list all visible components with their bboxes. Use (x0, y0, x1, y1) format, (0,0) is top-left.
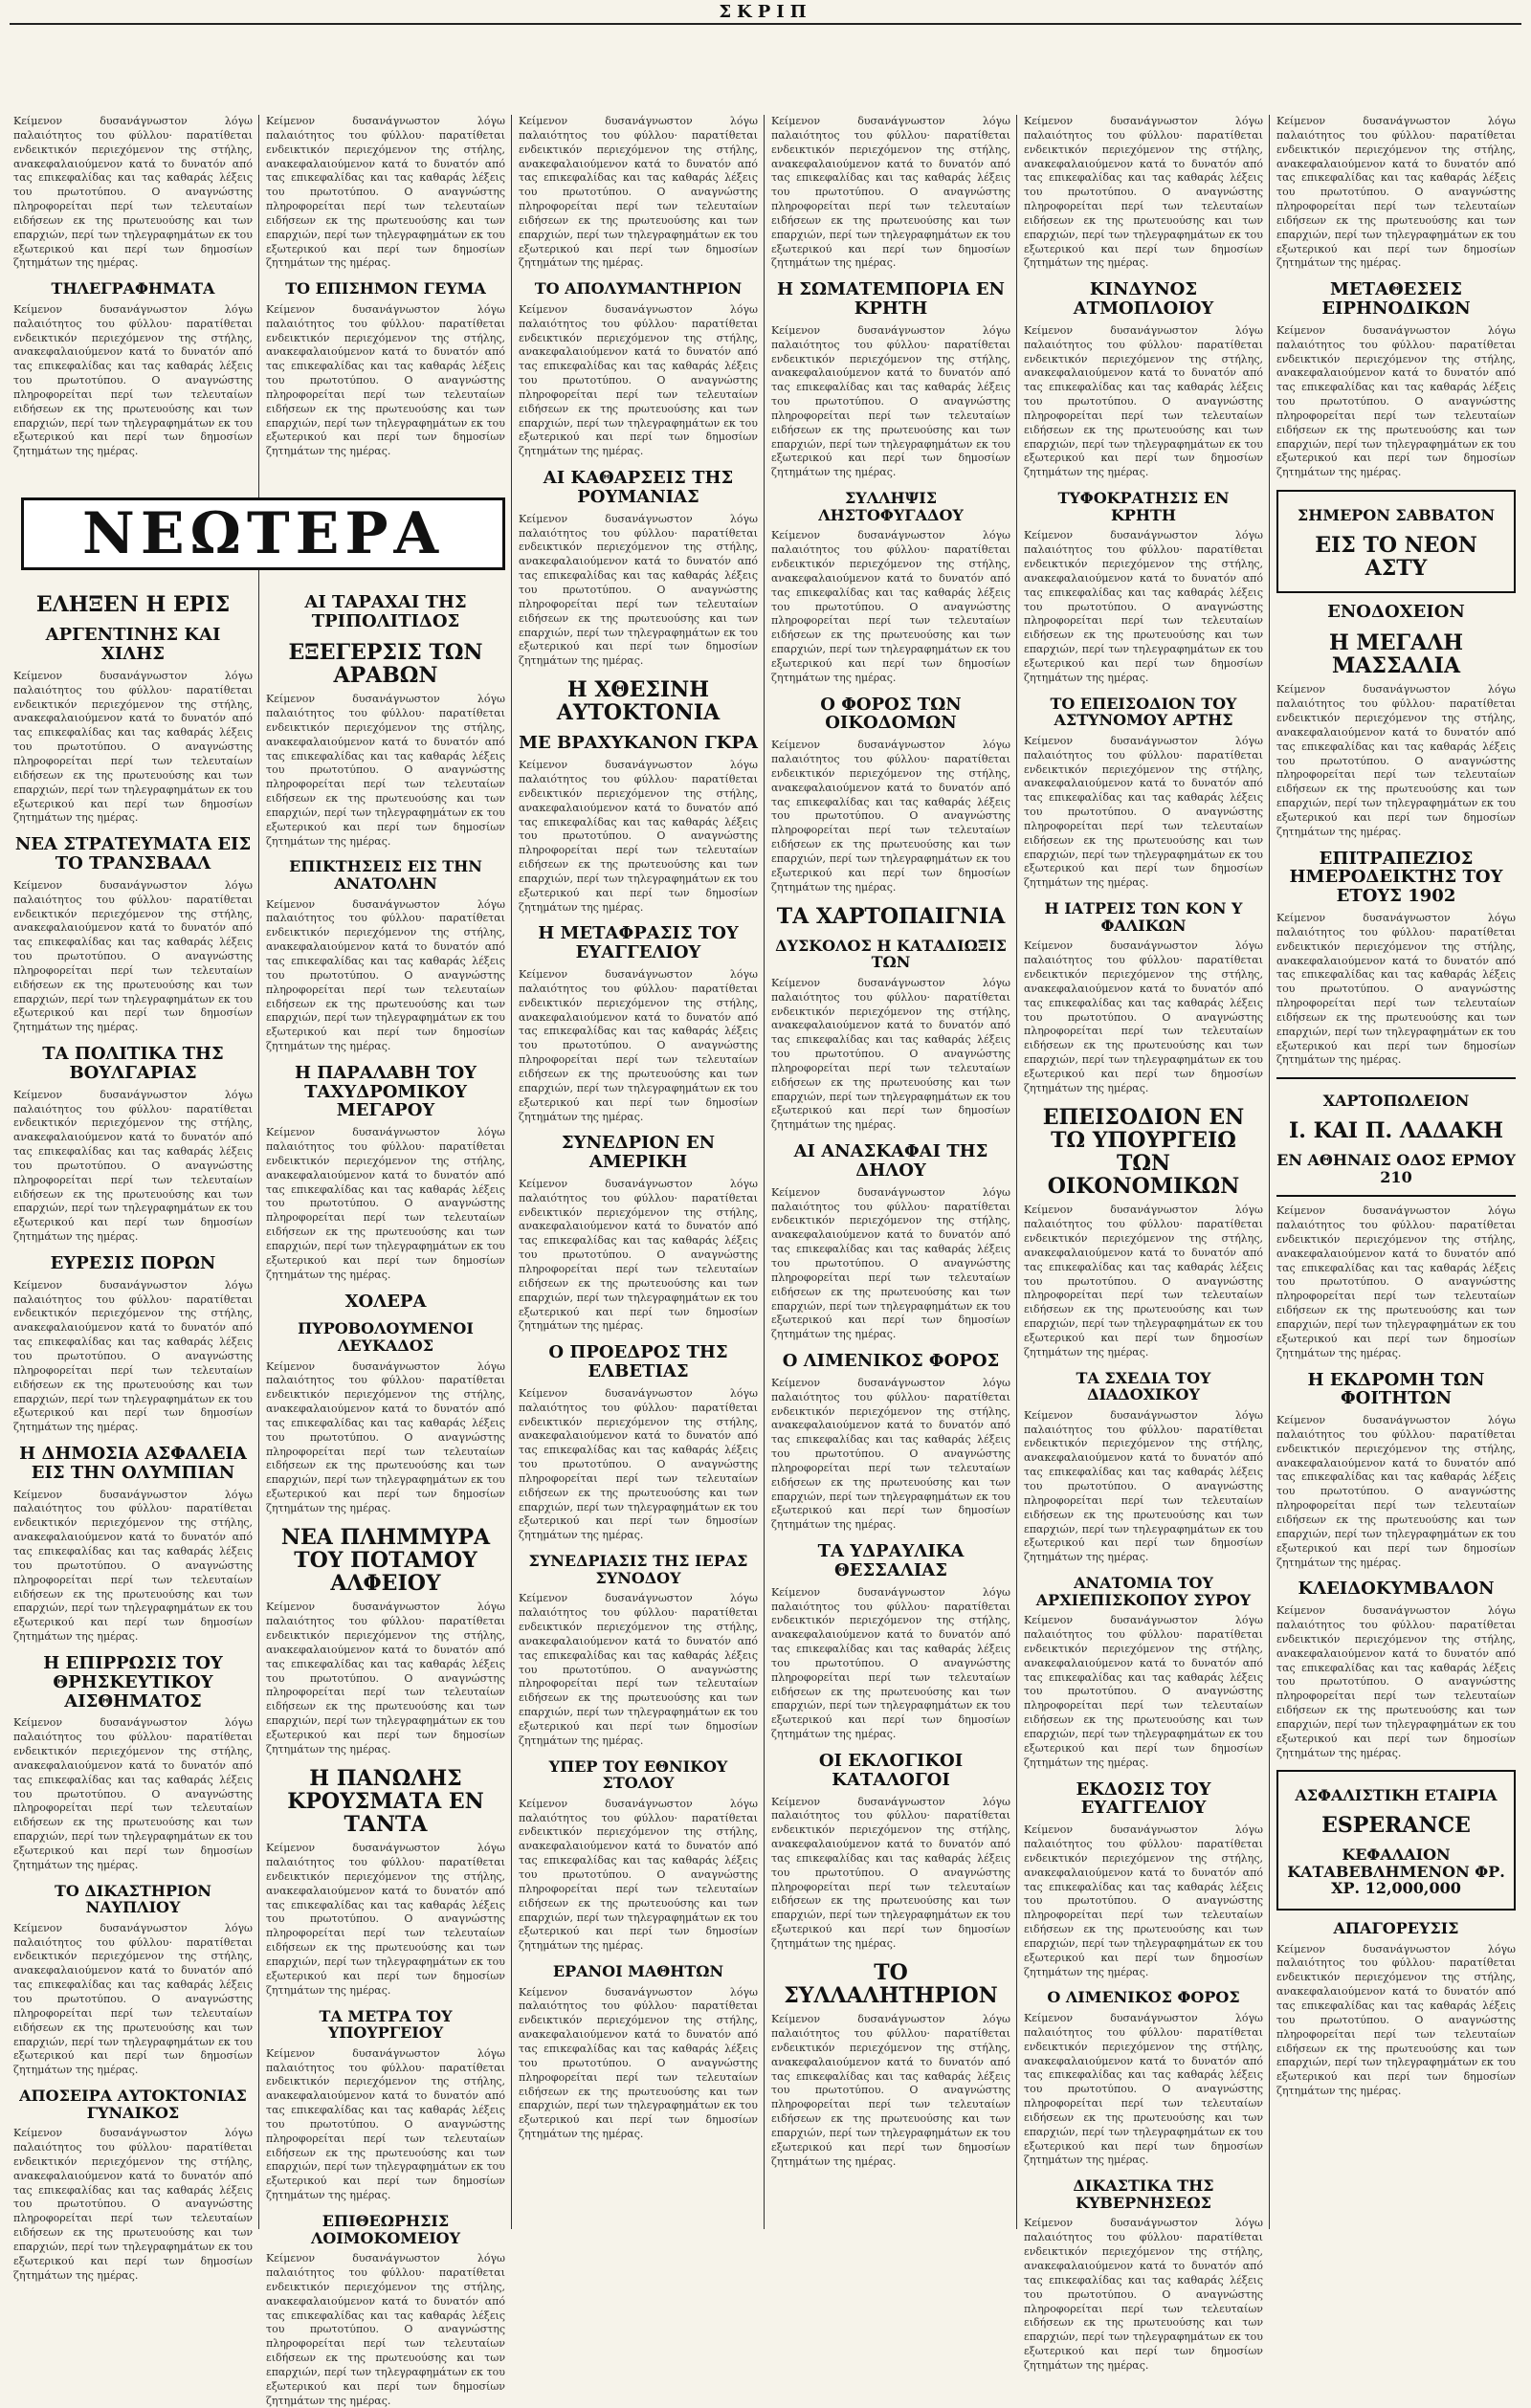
column-rule (258, 115, 259, 2229)
headline: ΕΛΗΞΕΝ Η ΕΡΙΣ (35, 592, 231, 618)
headline: ΜΕΤΑΘΕΣΕΙΣ ΕΙΡΗΝΟΔΙΚΩΝ (1321, 279, 1471, 320)
column-text: Κείμενον δυσανάγνωστον λόγω παλαιότητος του φύλλου· παρατίθεται ενδεικτικόν περιεχόμενον της στήλης, ανακεφαλαιούμενον κατά το δυνατόν από τας επικεφαλίδας και τας καθαράς λέξεις του πρωτοτύπου. Ο αναγνώστης πληροφορείται περί των τελευταίων ειδήσεων εκ της πρωτευούσης και των επαρχιών, περί των τηλεγραφημάτων εκ του εξωτερικού και περί των δημοσίων ζητημάτων της ημέρας. (519, 759, 758, 914)
column-text: Κείμενον δυσανάγνωστον λόγω παλαιότητος του φύλλου· παρατίθεται ενδεικτικόν περιεχόμενον της στήλης, ανακεφαλαιούμενον κατά το δυνατόν από τας επικεφαλίδας και τας καθαράς λέξεις του πρωτοτύπου. Ο αναγνώστης πληροφορείται περί των τελευταίων ειδήσεων εκ της πρωτευούσης και των επαρχιών, περί των τηλεγραφημάτων εκ του εξωτερικού και περί των δημοσίων ζητημάτων της ημέρας. (1276, 1942, 1516, 2098)
headline: ΔΥΣΚΟΛΟΣ Η ΚΑΤΑΔΙΩΞΙΣ ΤΩΝ (775, 936, 1007, 972)
column-text: Κείμενον δυσανάγνωστον λόγω παλαιότητος του φύλλου· παρατίθεται ενδεικτικόν περιεχόμενον της στήλης, ανακεφαλαιούμενον κατά το δυνατόν από τας επικεφαλίδας και τας καθαράς λέξεις του πρωτοτύπου. Ο αναγνώστης πληροφορείται περί των τελευταίων ειδήσεων εκ της πρωτευούσης και των επαρχιών, περί των τηλεγραφημάτων εκ του εξωτερικού και περί των δημοσίων ζητημάτων της ημέρας. (1024, 2012, 1263, 2167)
headline: ΑΣΦΑΛΙΣΤΙΚΗ ΕΤΑΙΡΙΑ (1295, 1786, 1498, 1805)
column-text: Κείμενον δυσανάγνωστον λόγω παλαιότητος του φύλλου· παρατίθεται ενδεικτικόν περιεχόμενον της στήλης, ανακεφαλαιούμενον κατά το δυνατόν από τας επικεφαλίδας και τας καθαράς λέξεις του πρωτοτύπου. Ο αναγνώστης πληροφορείται περί των τελευταίων ειδήσεων εκ της πρωτευούσης και των επαρχιών, περί των τηλεγραφημάτων εκ του εξωτερικού και περί των δημοσίων ζητημάτων της ημέρας. (519, 1797, 758, 1953)
headline: ΤΟ ΔΙΚΑΣΤΗΡΙΟΝ ΝΑΥΠΛΙΟΥ (54, 1881, 212, 1917)
column-text: Κείμενον δυσανάγνωστον λόγω παλαιότητος του φύλλου· παρατίθεται ενδεικτικόν περιεχόμενον της στήλης, ανακεφαλαιούμενον κατά το δυνατόν από τας επικεφαλίδας και τας καθαράς λέξεις του πρωτοτύπου. Ο αναγνώστης πληροφορείται περί των τελευταίων ειδήσεων εκ της πρωτευούσης και των επαρχιών, περί των τηλεγραφημάτων εκ του εξωτερικού και περί των δημοσίων ζητημάτων της ημέρας. (13, 1488, 253, 1644)
headline: ΕΞΕΓΕΡΣΙΣ ΤΩΝ ΑΡΑΒΩΝ (288, 639, 483, 688)
headline: ΚΛΕΙΔΟΚΥΜΒΑΛΟΝ (1298, 1579, 1495, 1600)
column-text: Κείμενον δυσανάγνωστον λόγω παλαιότητος του φύλλου· παρατίθεται ενδεικτικόν περιεχόμενον της στήλης, ανακεφαλαιούμενον κατά το δυνατόν από τας επικεφαλίδας και τας καθαράς λέξεις του πρωτοτύπου. Ο αναγνώστης πληροφορείται περί των τελευταίων ειδήσεων εκ της πρωτευούσης και των επαρχιών, περί των τηλεγραφημάτων εκ του εξωτερικού και περί των δημοσίων ζητημάτων της ημέρας. (519, 1177, 758, 1333)
column-text: Κείμενον δυσανάγνωστον λόγω παλαιότητος του φύλλου· παρατίθεται ενδεικτικόν περιεχόμενον της στήλης, ανακεφαλαιούμενον κατά το δυνατόν από τας επικεφαλίδας και τας καθαράς λέξεις του πρωτοτύπου. Ο αναγνώστης πληροφορείται περί των τελευταίων ειδήσεων εκ της πρωτευούσης και των επαρχιών, περί των τηλεγραφημάτων εκ του εξωτερικού και περί των δημοσίων ζητημάτων της ημέρας. (13, 2127, 253, 2282)
column-text: Κείμενον δυσανάγνωστον λόγω παλαιότητος του φύλλου· παρατίθεται ενδεικτικόν περιεχόμενον της στήλης, ανακεφαλαιούμενον κατά το δυνατόν από τας επικεφαλίδας και τας καθαράς λέξεις του πρωτοτύπου. Ο αναγνώστης πληροφορείται περί των τελευταίων ειδήσεων εκ της πρωτευούσης και των επαρχιών, περί των τηλεγραφημάτων εκ του εξωτερικού και περί των δημοσίων ζητημάτων της ημέρας. (771, 529, 1010, 684)
column-text: Κείμενον δυσανάγνωστον λόγω παλαιότητος του φύλλου· παρατίθεται ενδεικτικόν περιεχόμενον της στήλης, ανακεφαλαιούμενον κατά το δυνατόν από τας επικεφαλίδας και τας καθαράς λέξεις του πρωτοτύπου. Ο αναγνώστης πληροφορείται περί των τελευταίων ειδήσεων εκ της πρωτευούσης και των επαρχιών, περί των τηλεγραφημάτων εκ του εξωτερικού και περί των δημοσίων ζητημάτων της ημέρας. (266, 1601, 505, 1756)
column-4 (771, 115, 1010, 2229)
column-text: Κείμενον δυσανάγνωστον λόγω παλαιότητος του φύλλου· παρατίθεται ενδεικτικόν περιεχόμενον της στήλης, ανακεφαλαιούμενον κατά το δυνατόν από τας επικεφαλίδας και τας καθαράς λέξεις του πρωτοτύπου. Ο αναγνώστης πληροφορείται περί των τελευταίων ειδήσεων εκ της πρωτευούσης και των επαρχιών, περί των τηλεγραφημάτων εκ του εξωτερικού και περί των δημοσίων ζητημάτων της ημέρας. (1276, 115, 1516, 270)
headline: ΕΠΕΙΣΟΔΙΟΝ ΕΝ ΤΩ ΥΠΟΥΡΓΕΙΩ ΤΩΝ ΟΙΚΟΝΟΜΙΚΩΝ (1042, 1104, 1245, 1200)
column-text: Κείμενον δυσανάγνωστον λόγω παλαιότητος του φύλλου· παρατίθεται ενδεικτικόν περιεχόμενον της στήλης, ανακεφαλαιούμενον κατά το δυνατόν από τας επικεφαλίδας και τας καθαράς λέξεις του πρωτοτύπου. Ο αναγνώστης πληροφορείται περί των τελευταίων ειδήσεων εκ της πρωτευούσης και των επαρχιών, περί των τηλεγραφημάτων εκ του εξωτερικού και περί των δημοσίων ζητημάτων της ημέρας. (266, 897, 505, 1053)
column-text: Κείμενον δυσανάγνωστον λόγω παλαιότητος του φύλλου· παρατίθεται ενδεικτικόν περιεχόμενον της στήλης, ανακεφαλαιούμενον κατά το δυνατόν από τας επικεφαλίδας και τας καθαράς λέξεις του πρωτοτύπου. Ο αναγνώστης πληροφορείται περί των τελευταίων ειδήσεων εκ της πρωτευούσης και των επαρχιών, περί των τηλεγραφημάτων εκ του εξωτερικού και περί των δημοσίων ζητημάτων της ημέρας. (1024, 529, 1263, 684)
column-text: Κείμενον δυσανάγνωστον λόγω παλαιότητος του φύλλου· παρατίθεται ενδεικτικόν περιεχόμενον της στήλης, ανακεφαλαιούμενον κατά το δυνατόν από τας επικεφαλίδας και τας καθαράς λέξεις του πρωτοτύπου. Ο αναγνώστης πληροφορείται περί των τελευταίων ειδήσεων εκ της πρωτευούσης και των επαρχιών, περί των τηλεγραφημάτων εκ του εξωτερικού και περί των δημοσίων ζητημάτων της ημέρας. (771, 1585, 1010, 1741)
masthead-title: ΣΚΡΙΠ (719, 1, 812, 22)
headline: Η ΕΠΙΡΡΩΣΙΣ ΤΟΥ ΘΡΗΣΚΕΥΤΙΚΟΥ ΑΙΣΘΗΜΑΤΟΣ (43, 1652, 223, 1712)
column-text: Κείμενον δυσανάγνωστον λόγω παλαιότητος του φύλλου· παρατίθεται ενδεικτικόν περιεχόμενον της στήλης, ανακεφαλαιούμενον κατά το δυνατόν από τας επικεφαλίδας και τας καθαράς λέξεις του πρωτοτύπου. Ο αναγνώστης πληροφορείται περί των τελευταίων ειδήσεων εκ της πρωτευούσης και των επαρχιών, περί των τηλεγραφημάτων εκ του εξωτερικού και περί των δημοσίων ζητημάτων της ημέρας. (1024, 115, 1263, 270)
boxed-notice (1276, 490, 1516, 593)
headline: ΤΑ ΥΔΡΑΥΛΙΚΑ ΘΕΣΣΑΛΙΑΣ (817, 1541, 965, 1580)
headline: Ι. ΚΑΙ Π. ΛΑΔΑΚΗ (1288, 1117, 1504, 1143)
headline: Η ΜΕΓΑΛΗ ΜΑΣΣΑΛΙΑ (1328, 630, 1464, 679)
column-text: Κείμενον δυσανάγνωστον λόγω παλαιότητος του φύλλου· παρατίθεται ενδεικτικόν περιεχόμενον της στήλης, ανακεφαλαιούμενον κατά το δυνατόν από τας επικεφαλίδας και τας καθαράς λέξεις του πρωτοτύπου. Ο αναγνώστης πληροφορείται περί των τελευταίων ειδήσεων εκ της πρωτευούσης και των επαρχιών, περί των τηλεγραφημάτων εκ του εξωτερικού και περί των δημοσίων ζητημάτων της ημέρας. (1276, 323, 1516, 479)
column-text: Κείμενον δυσανάγνωστον λόγω παλαιότητος του φύλλου· παρατίθεται ενδεικτικόν περιεχόμενον της στήλης, ανακεφαλαιούμενον κατά το δυνατόν από τας επικεφαλίδας και τας καθαράς λέξεις του πρωτοτύπου. Ο αναγνώστης πληροφορείται περί των τελευταίων ειδήσεων εκ της πρωτευούσης και των επαρχιών, περί των τηλεγραφημάτων εκ του εξωτερικού και περί των δημοσίων ζητημάτων της ημέρας. (1024, 734, 1263, 890)
headline: ΑΠΑΓΟΡΕΥΣΙΣ (1333, 1919, 1459, 1938)
headline: ΑΙ ΑΝΑΣΚΑΦΑΙ ΤΗΣ ΔΗΛΟΥ (793, 1141, 988, 1181)
column-3 (519, 115, 758, 2229)
column-2 (266, 115, 505, 2407)
headline: ΠΥΡΟΒΟΛΟΥΜΕΝΟΙ ΛΕΥΚΑΔΟΣ (298, 1319, 474, 1355)
headline: ΑΙ ΚΑΘΑΡΣΕΙΣ ΤΗΣ ΡΟΥΜΑΝΙΑΣ (543, 468, 734, 507)
column-text: Κείμενον δυσανάγνωστον λόγω παλαιότητος του φύλλου· παρατίθεται ενδεικτικόν περιεχόμενον της στήλης, ανακεφαλαιούμενον κατά το δυνατόν από τας επικεφαλίδας και τας καθαράς λέξεις του πρωτοτύπου. Ο αναγνώστης πληροφορείται περί των τελευταίων ειδήσεων εκ της πρωτευούσης και των επαρχιών, περί των τηλεγραφημάτων εκ του εξωτερικού και περί των δημοσίων ζητημάτων της ημέρας. (1276, 683, 1516, 838)
column-text: Κείμενον δυσανάγνωστον λόγω παλαιότητος του φύλλου· παρατίθεται ενδεικτικόν περιεχόμενον της στήλης, ανακεφαλαιούμενον κατά το δυνατόν από τας επικεφαλίδας και τας καθαράς λέξεις του πρωτοτύπου. Ο αναγνώστης πληροφορείται περί των τελευταίων ειδήσεων εκ της πρωτευούσης και των επαρχιών, περί των τηλεγραφημάτων εκ του εξωτερικού και περί των δημοσίων ζητημάτων της ημέρας. (1024, 1408, 1263, 1564)
column-text: Κείμενον δυσανάγνωστον λόγω παλαιότητος του φύλλου· παρατίθεται ενδεικτικόν περιεχόμενον της στήλης, ανακεφαλαιούμενον κατά το δυνατόν από τας επικεφαλίδας και τας καθαράς λέξεις του πρωτοτύπου. Ο αναγνώστης πληροφορείται περί των τελευταίων ειδήσεων εκ της πρωτευούσης και των επαρχιών, περί των τηλεγραφημάτων εκ του εξωτερικού και περί των δημοσίων ζητημάτων της ημέρας. (1276, 1604, 1516, 1759)
column-text: Κείμενον δυσανάγνωστον λόγω παλαιότητος του φύλλου· παρατίθεται ενδεικτικόν περιεχόμενον της στήλης, ανακεφαλαιούμενον κατά το δυνατόν από τας επικεφαλίδας και τας καθαράς λέξεις του πρωτοτύπου. Ο αναγνώστης πληροφορείται περί των τελευταίων ειδήσεων εκ της πρωτευούσης και των επαρχιών, περί των τηλεγραφημάτων εκ του εξωτερικού και περί των δημοσίων ζητημάτων της ημέρας. (771, 323, 1010, 479)
headline: Η ΠΑΡΑΛΑΒΗ ΤΟΥ ΤΑΧΥΔΡΟΜΙΚΟΥ ΜΕΓΑΡΟΥ (294, 1062, 477, 1121)
column-6 (1276, 115, 1516, 2229)
headline: ΑΝΑΤΟΜΙΑ ΤΟΥ ΑΡΧΙΕΠΙΣΚΟΠΟΥ ΣΥΡΟΥ (1035, 1574, 1252, 1609)
headline: ΕΡΑΝΟΙ ΜΑΘΗΤΩΝ (552, 1962, 724, 1981)
column-text: Κείμενον δυσανάγνωστον λόγω παλαιότητος του φύλλου· παρατίθεται ενδεικτικόν περιεχόμενον της στήλης, ανακεφαλαιούμενον κατά το δυνατόν από τας επικεφαλίδας και τας καθαράς λέξεις του πρωτοτύπου. Ο αναγνώστης πληροφορείται περί των τελευταίων ειδήσεων εκ της πρωτευούσης και των επαρχιών, περί των τηλεγραφημάτων εκ του εξωτερικού και περί των δημοσίων ζητημάτων της ημέρας. (13, 1921, 253, 2077)
headline: Η ΜΕΤΑΦΡΑΣΙΣ ΤΟΥ ΕΥΑΓΓΕΛΙΟΥ (538, 923, 739, 963)
column-text: Κείμενον δυσανάγνωστον λόγω παλαιότητος του φύλλου· παρατίθεται ενδεικτικόν περιεχόμενον της στήλης, ανακεφαλαιούμενον κατά το δυνατόν από τας επικεφαλίδας και τας καθαράς λέξεις του πρωτοτύπου. Ο αναγνώστης πληροφορείται περί των τελευταίων ειδήσεων εκ της πρωτευούσης και των επαρχιών, περί των τηλεγραφημάτων εκ του εξωτερικού και περί των δημοσίων ζητημάτων της ημέρας. (266, 1359, 505, 1514)
headline: ESPERANCE (1321, 1813, 1471, 1839)
column-text: Κείμενον δυσανάγνωστον λόγω παλαιότητος του φύλλου· παρατίθεται ενδεικτικόν περιεχόμενον της στήλης, ανακεφαλαιούμενον κατά το δυνατόν από τας επικεφαλίδας και τας καθαράς λέξεις του πρωτοτύπου. Ο αναγνώστης πληροφορείται περί των τελευταίων ειδήσεων εκ της πρωτευούσης και των επαρχιών, περί των τηλεγραφημάτων εκ του εξωτερικού και περί των δημοσίων ζητημάτων της ημέρας. (519, 1592, 758, 1747)
column-text: Κείμενον δυσανάγνωστον λόγω παλαιότητος του φύλλου· παρατίθεται ενδεικτικόν περιεχόμενον της στήλης, ανακεφαλαιούμενον κατά το δυνατόν από τας επικεφαλίδας και τας καθαράς λέξεις του πρωτοτύπου. Ο αναγνώστης πληροφορείται περί των τελευταίων ειδήσεων εκ της πρωτευούσης και των επαρχιών, περί των τηλεγραφημάτων εκ του εξωτερικού και περί των δημοσίων ζητημάτων της ημέρας. (266, 1126, 505, 1281)
column-rule (1016, 115, 1017, 2229)
column-text: Κείμενον δυσανάγνωστον λόγω παλαιότητος του φύλλου· παρατίθεται ενδεικτικόν περιεχόμενον της στήλης, ανακεφαλαιούμενον κατά το δυνατόν από τας επικεφαλίδας και τας καθαράς λέξεις του πρωτοτύπου. Ο αναγνώστης πληροφορείται περί των τελευταίων ειδήσεων εκ της πρωτευούσης και των επαρχιών, περί των τηλεγραφημάτων εκ του εξωτερικού και περί των δημοσίων ζητημάτων της ημέρας. (266, 693, 505, 848)
headline: ΟΙ ΕΚΛΟΓΙΚΟΙ ΚΑΤΑΛΟΓΟΙ (818, 1750, 964, 1790)
headline: ΜΕ ΒΡΑΧΥΚΑΝΟΝ ΓΚΡΑ (519, 733, 758, 754)
column-5 (1024, 115, 1263, 2372)
column-text: Κείμενον δυσανάγνωστον λόγω παλαιότητος του φύλλου· παρατίθεται ενδεικτικόν περιεχόμενον της στήλης, ανακεφαλαιούμενον κατά το δυνατόν από τας επικεφαλίδας και τας καθαράς λέξεις του πρωτοτύπου. Ο αναγνώστης πληροφορείται περί των τελευταίων ειδήσεων εκ της πρωτευούσης και των επαρχιών, περί των τηλεγραφημάτων εκ του εξωτερικού και περί των δημοσίων ζητημάτων της ημέρας. (771, 2013, 1010, 2168)
column-text: Κείμενον δυσανάγνωστον λόγω παλαιότητος του φύλλου· παρατίθεται ενδεικτικόν περιεχόμενον της στήλης, ανακεφαλαιούμενον κατά το δυνατόν από τας επικεφαλίδας και τας καθαράς λέξεις του πρωτοτύπου. Ο αναγνώστης πληροφορείται περί των τελευταίων ειδήσεων εκ της πρωτευούσης και των επαρχιών, περί των τηλεγραφημάτων εκ του εξωτερικού και περί των δημοσίων ζητημάτων της ημέρας. (266, 302, 505, 458)
column-text: Κείμενον δυσανάγνωστον λόγω παλαιότητος του φύλλου· παρατίθεται ενδεικτικόν περιεχόμενον της στήλης, ανακεφαλαιούμενον κατά το δυνατόν από τας επικεφαλίδας και τας καθαράς λέξεις του πρωτοτύπου. Ο αναγνώστης πληροφορείται περί των τελευταίων ειδήσεων εκ της πρωτευούσης και των επαρχιών, περί των τηλεγραφημάτων εκ του εξωτερικού και περί των δημοσίων ζητημάτων της ημέρας. (771, 1376, 1010, 1532)
section-heading: ΤΗΛΕΓΡΑΦΗΜΑΤΑ (51, 279, 215, 298)
column-text: Κείμενον δυσανάγνωστον λόγω παλαιότητος του φύλλου· παρατίθεται ενδεικτικόν περιεχόμενον της στήλης, ανακεφαλαιούμενον κατά το δυνατόν από τας επικεφαλίδας και τας καθαράς λέξεις του πρωτοτύπου. Ο αναγνώστης πληροφορείται περί των τελευταίων ειδήσεων εκ της πρωτευούσης και των επαρχιών, περί των τηλεγραφημάτων εκ του εξωτερικού και περί των δημοσίων ζητημάτων της ημέρας. (519, 512, 758, 668)
headline: ΣΗΜΕΡΟΝ ΣΑΒΒΑΤΟΝ (1297, 506, 1496, 525)
headline: ΕΝ ΑΘΗΝΑΙΣ ΟΔΟΣ ΕΡΜΟΥ 210 (1276, 1151, 1516, 1186)
headline: Ο ΦΟΡΟΣ ΤΩΝ ΟΙΚΟΔΟΜΩΝ (820, 694, 962, 734)
column-text: Κείμενον δυσανάγνωστον λόγω παλαιότητος του φύλλου· παρατίθεται ενδεικτικόν περιεχόμενον της στήλης, ανακεφαλαιούμενον κατά το δυνατόν από τας επικεφαλίδας και τας καθαράς λέξεις του πρωτοτύπου. Ο αναγνώστης πληροφορείται περί των τελευταίων ειδήσεων εκ της πρωτευούσης και των επαρχιών, περί των τηλεγραφημάτων εκ του εξωτερικού και περί των δημοσίων ζητημάτων της ημέρας. (1276, 1414, 1516, 1569)
column-text: Κείμενον δυσανάγνωστον λόγω παλαιότητος του φύλλου· παρατίθεται ενδεικτικόν περιεχόμενον της στήλης, ανακεφαλαιούμενον κατά το δυνατόν από τας επικεφαλίδας και τας καθαράς λέξεις του πρωτοτύπου. Ο αναγνώστης πληροφορείται περί των τελευταίων ειδήσεων εκ της πρωτευούσης και των επαρχιών, περί των τηλεγραφημάτων εκ του εξωτερικού και περί των δημοσίων ζητημάτων της ημέρας. (266, 115, 505, 270)
headline: ΧΑΡΤΟΠΩΛΕΙΟΝ (1322, 1092, 1470, 1111)
headline: ΤΟ ΑΠΟΛΥΜΑΝΤΗΡΙΟΝ (534, 279, 743, 298)
column-text: Κείμενον δυσανάγνωστον λόγω παλαιότητος του φύλλου· παρατίθεται ενδεικτικόν περιεχόμενον της στήλης, ανακεφαλαιούμενον κατά το δυνατόν από τας επικεφαλίδας και τας καθαράς λέξεις του πρωτοτύπου. Ο αναγνώστης πληροφορείται περί των τελευταίων ειδήσεων εκ της πρωτευούσης και των επαρχιών, περί των τηλεγραφημάτων εκ του εξωτερικού και περί των δημοσίων ζητημάτων της ημέρας. (1276, 911, 1516, 1067)
column-text: Κείμενον δυσανάγνωστον λόγω παλαιότητος του φύλλου· παρατίθεται ενδεικτικόν περιεχόμενον της στήλης, ανακεφαλαιούμενον κατά το δυνατόν από τας επικεφαλίδας και τας καθαράς λέξεις του πρωτοτύπου. Ο αναγνώστης πληροφορείται περί των τελευταίων ειδήσεων εκ της πρωτευούσης και των επαρχιών, περί των τηλεγραφημάτων εκ του εξωτερικού και περί των δημοσίων ζητημάτων της ημέρας. (266, 1842, 505, 1997)
column-text: Κείμενον δυσανάγνωστον λόγω παλαιότητος του φύλλου· παρατίθεται ενδεικτικόν περιεχόμενον της στήλης, ανακεφαλαιούμενον κατά το δυνατόν από τας επικεφαλίδας και τας καθαράς λέξεις του πρωτοτύπου. Ο αναγνώστης πληροφορείται περί των τελευταίων ειδήσεων εκ της πρωτευούσης και των επαρχιών, περί των τηλεγραφημάτων εκ του εξωτερικού και περί των δημοσίων ζητημάτων της ημέρας. (1276, 1204, 1516, 1359)
headline: ΤΑ ΠΟΛΙΤΙΚΑ ΤΗΣ ΒΟΥΛΓΑΡΙΑΣ (42, 1044, 224, 1083)
column-text: Κείμενον δυσανάγνωστον λόγω παλαιότητος του φύλλου· παρατίθεται ενδεικτικόν περιεχόμενον της στήλης, ανακεφαλαιούμενον κατά το δυνατόν από τας επικεφαλίδας και τας καθαράς λέξεις του πρωτοτύπου. Ο αναγνώστης πληροφορείται περί των τελευταίων ειδήσεων εκ της πρωτευούσης και των επαρχιών, περί των τηλεγραφημάτων εκ του εξωτερικού και περί των δημοσίων ζητημάτων της ημέρας. (13, 1088, 253, 1244)
column-text: Κείμενον δυσανάγνωστον λόγω παλαιότητος του φύλλου· παρατίθεται ενδεικτικόν περιεχόμενον της στήλης, ανακεφαλαιούμενον κατά το δυνατόν από τας επικεφαλίδας και τας καθαράς λέξεις του πρωτοτύπου. Ο αναγνώστης πληροφορείται περί των τελευταίων ειδήσεων εκ της πρωτευούσης και των επαρχιών, περί των τηλεγραφημάτων εκ του εξωτερικού και περί των δημοσίων ζητημάτων της ημέρας. (1024, 1823, 1263, 1978)
column-text: Κείμενον δυσανάγνωστον λόγω παλαιότητος του φύλλου· παρατίθεται ενδεικτικόν περιεχόμενον της στήλης, ανακεφαλαιούμενον κατά το δυνατόν από τας επικεφαλίδας και τας καθαράς λέξεις του πρωτοτύπου. Ο αναγνώστης πληροφορείται περί των τελευταίων ειδήσεων εκ της πρωτευούσης και των επαρχιών, περί των τηλεγραφημάτων εκ του εξωτερικού και περί των δημοσίων ζητημάτων της ημέρας. (1024, 1204, 1263, 1359)
headline: ΤΑ ΧΑΡΤΟΠΑΙΓΝΙΑ (776, 903, 1006, 929)
column-text: Κείμενον δυσανάγνωστον λόγω παλαιότητος του φύλλου· παρατίθεται ενδεικτικόν περιεχόμενον της στήλης, ανακεφαλαιούμενον κατά το δυνατόν από τας επικεφαλίδας και τας καθαράς λέξεις του πρωτοτύπου. Ο αναγνώστης πληροφορείται περί των τελευταίων ειδήσεων εκ της πρωτευούσης και των επαρχιών, περί των τηλεγραφημάτων εκ του εξωτερικού και περί των δημοσίων ζητημάτων της ημέρας. (519, 1985, 758, 2141)
headline: Η ΕΚΔΡΟΜΗ ΤΩΝ ΦΟΙΤΗΤΩΝ (1307, 1369, 1485, 1409)
column-1 (13, 115, 253, 2282)
section-heading: ΤΟ ΕΠΙΣΗΜΟΝ ΓΕΥΜΑ (285, 279, 486, 298)
column-text: Κείμενον δυσανάγνωστον λόγω παλαιότητος του φύλλου· παρατίθεται ενδεικτικόν περιεχόμενον της στήλης, ανακεφαλαιούμενον κατά το δυνατόν από τας επικεφαλίδας και τας καθαράς λέξεις του πρωτοτύπου. Ο αναγνώστης πληροφορείται περί των τελευταίων ειδήσεων εκ της πρωτευούσης και των επαρχιών, περί των τηλεγραφημάτων εκ του εξωτερικού και περί των δημοσίων ζητημάτων της ημέρας. (519, 1386, 758, 1542)
column-text: Κείμενον δυσανάγνωστον λόγω παλαιότητος του φύλλου· παρατίθεται ενδεικτικόν περιεχόμενον της στήλης, ανακεφαλαιούμενον κατά το δυνατόν από τας επικεφαλίδας και τας καθαράς λέξεις του πρωτοτύπου. Ο αναγνώστης πληροφορείται περί των τελευταίων ειδήσεων εκ της πρωτευούσης και των επαρχιών, περί των τηλεγραφημάτων εκ του εξωτερικού και περί των δημοσίων ζητημάτων της ημέρας. (519, 115, 758, 270)
headline: Ο ΠΡΟΕΔΡΟΣ ΤΗΣ ΕΛΒΕΤΙΑΣ (548, 1342, 728, 1382)
headline: Η ΙΑΤΡΕΙΣ ΤΩΝ ΚΟΝ Υ ΦΑΛΙΚΩΝ (1044, 899, 1243, 935)
column-text: Κείμενον δυσανάγνωστον λόγω παλαιότητος του φύλλου· παρατίθεται ενδεικτικόν περιεχόμενον της στήλης, ανακεφαλαιούμενον κατά το δυνατόν από τας επικεφαλίδας και τας καθαράς λέξεις του πρωτοτύπου. Ο αναγνώστης πληροφορείται περί των τελευταίων ειδήσεων εκ της πρωτευούσης και των επαρχιών, περί των τηλεγραφημάτων εκ του εξωτερικού και περί των δημοσίων ζητημάτων της ημέρας. (1024, 2217, 1263, 2372)
column-rule (764, 115, 765, 2229)
headline: ΑΡΓΕΝΤΙΝΗΣ ΚΑΙ ΧΙΛΗΣ (45, 625, 221, 665)
insurance-ad (1276, 1770, 1516, 1911)
headline: ΤΑ ΜΕΤΡΑ ΤΟΥ ΥΠΟΥΡΓΕΙΟΥ (319, 2006, 453, 2043)
advertisement (1276, 1077, 1516, 1197)
neotera-title: ΝΕΩΤΕΡΑ (21, 497, 505, 570)
headline: ΣΥΝΕΔΡΙΑΣΙΣ ΤΗΣ ΙΕΡΑΣ ΣΥΝΟΔΟΥ (528, 1552, 748, 1587)
spacer (13, 469, 253, 584)
column-text: Κείμενον δυσανάγνωστον λόγω παλαιότητος του φύλλου· παρατίθεται ενδεικτικόν περιεχόμενον της στήλης, ανακεφαλαιούμενον κατά το δυνατόν από τας επικεφαλίδας και τας καθαράς λέξεις του πρωτοτύπου. Ο αναγνώστης πληροφορείται περί των τελευταίων ειδήσεων εκ της πρωτευούσης και των επαρχιών, περί των τηλεγραφημάτων εκ του εξωτερικού και περί των δημοσίων ζητημάτων της ημέρας. (266, 2046, 505, 2202)
headline: Η ΧΘΕΣΙΝΗ ΑΥΤΟΚΤΟΝΙΑ (556, 677, 721, 726)
spacer (266, 469, 505, 584)
column-rule (511, 115, 512, 2229)
headline: ΤΑ ΣΧΕΔΙΑ ΤΟΥ ΔΙΑΔΟΧΙΚΟΥ (1076, 1368, 1211, 1404)
headline: ΑΙ ΤΑΡΑΧΑΙ ΤΗΣ ΤΡΙΠΟΛΙΤΙΔΟΣ (304, 592, 467, 631)
column-text: Κείμενον δυσανάγνωστον λόγω παλαιότητος του φύλλου· παρατίθεται ενδεικτικόν περιεχόμενον της στήλης, ανακεφαλαιούμενον κατά το δυνατόν από τας επικεφαλίδας και τας καθαράς λέξεις του πρωτοτύπου. Ο αναγνώστης πληροφορείται περί των τελευταίων ειδήσεων εκ της πρωτευούσης και των επαρχιών, περί των τηλεγραφημάτων εκ του εξωτερικού και περί των δημοσίων ζητημάτων της ημέρας. (13, 878, 253, 1034)
column-text: Κείμενον δυσανάγνωστον λόγω παλαιότητος του φύλλου· παρατίθεται ενδεικτικόν περιεχόμενον της στήλης, ανακεφαλαιούμενον κατά το δυνατόν από τας επικεφαλίδας και τας καθαράς λέξεις του πρωτοτύπου. Ο αναγνώστης πληροφορείται περί των τελευταίων ειδήσεων εκ της πρωτευούσης και των επαρχιών, περί των τηλεγραφημάτων εκ του εξωτερικού και περί των δημοσίων ζητημάτων της ημέρας. (771, 1795, 1010, 1951)
column-text: Κείμενον δυσανάγνωστον λόγω παλαιότητος του φύλλου· παρατίθεται ενδεικτικόν περιεχόμενον της στήλης, ανακεφαλαιούμενον κατά το δυνατόν από τας επικεφαλίδας και τας καθαράς λέξεις του πρωτοτύπου. Ο αναγνώστης πληροφορείται περί των τελευταίων ειδήσεων εκ της πρωτευούσης και των επαρχιών, περί των τηλεγραφημάτων εκ του εξωτερικού και περί των δημοσίων ζητημάτων της ημέρας. (771, 1185, 1010, 1341)
headline: Η ΣΩΜΑΤΕΜΠΟΡΙΑ ΕΝ ΚΡΗΤΗ (777, 279, 1005, 320)
headline: ΣΥΛΛΗΨΙΣ ΛΗΣΤΟΦΥΓΑΔΟΥ (818, 489, 964, 524)
headline: Ο ΛΙΜΕΝΙΚΟΣ ΦΟΡΟΣ (1047, 1988, 1240, 2007)
column-text: Κείμενον δυσανάγνωστον λόγω παλαιότητος του φύλλου· παρατίθεται ενδεικτικόν περιεχόμενον της στήλης, ανακεφαλαιούμενον κατά το δυνατόν από τας επικεφαλίδας και τας καθαράς λέξεις του πρωτοτύπου. Ο αναγνώστης πληροφορείται περί των τελευταίων ειδήσεων εκ της πρωτευούσης και των επαρχιών, περί των τηλεγραφημάτων εκ του εξωτερικού και περί των δημοσίων ζητημάτων της ημέρας. (1024, 939, 1263, 1094)
headline: ΑΠΟΣΕΙΡΑ ΑΥΤΟΚΤΟΝΙΑΣ ΓΥΝΑΙΚΟΣ (19, 2087, 247, 2122)
headline: ΚΙΝΔΥΝΟΣ ΑΤΜΟΠΛΟΙΟΥ (1073, 279, 1214, 320)
headline: ΕΠΙΤΡΑΠΕΖΙΟΣ ΗΜΕΡΟΔΕΙΚΤΗΣ ΤΟΥ ΕΤΟΥΣ 1902 (1289, 848, 1503, 907)
column-text: Κείμενον δυσανάγνωστον λόγω παλαιότητος του φύλλου· παρατίθεται ενδεικτικόν περιεχόμενον της στήλης, ανακεφαλαιούμενον κατά το δυνατόν από τας επικεφαλίδας και τας καθαράς λέξεις του πρωτοτύπου. Ο αναγνώστης πληροφορείται περί των τελευταίων ειδήσεων εκ της πρωτευούσης και των επαρχιών, περί των τηλεγραφημάτων εκ του εξωτερικού και περί των δημοσίων ζητημάτων της ημέρας. (771, 739, 1010, 894)
masthead (10, 0, 1521, 25)
column-text: Κείμενον δυσανάγνωστον λόγω παλαιότητος του φύλλου· παρατίθεται ενδεικτικόν περιεχόμενον της στήλης, ανακεφαλαιούμενον κατά το δυνατόν από τας επικεφαλίδας και τας καθαράς λέξεις του πρωτοτύπου. Ο αναγνώστης πληροφορείται περί των τελευταίων ειδήσεων εκ της πρωτευούσης και των επαρχιών, περί των τηλεγραφημάτων εκ του εξωτερικού και περί των δημοσίων ζητημάτων της ημέρας. (771, 976, 1010, 1132)
column-text: Κείμενον δυσανάγνωστον λόγω παλαιότητος του φύλλου· παρατίθεται ενδεικτικόν περιεχόμενον της στήλης, ανακεφαλαιούμενον κατά το δυνατόν από τας επικεφαλίδας και τας καθαράς λέξεις του πρωτοτύπου. Ο αναγνώστης πληροφορείται περί των τελευταίων ειδήσεων εκ της πρωτευούσης και των επαρχιών, περί των τηλεγραφημάτων εκ του εξωτερικού και περί των δημοσίων ζητημάτων της ημέρας. (519, 302, 758, 458)
headline: ΣΥΝΕΔΡΙΟΝ ΕΝ ΑΜΕΡΙΚΗ (561, 1133, 716, 1173)
headline: ΕΠΙΘΕΩΡΗΣΙΣ ΛΟΙΜΟΚΟΜΕΙΟΥ (310, 2211, 461, 2247)
headline: ΧΟΛΕΡΑ (344, 1291, 427, 1312)
headline: Η ΠΑΝΩΛΗΣ ΚΡΟΥΣΜΑΤΑ ΕΝ ΤΑΝΤΑ (287, 1765, 484, 1838)
column-text: Κείμενον δυσανάγνωστον λόγω παλαιότητος του φύλλου· παρατίθεται ενδεικτικόν περιεχόμενον της στήλης, ανακεφαλαιούμενον κατά το δυνατόν από τας επικεφαλίδας και τας καθαράς λέξεις του πρωτοτύπου. Ο αναγνώστης πληροφορείται περί των τελευταίων ειδήσεων εκ της πρωτευούσης και των επαρχιών, περί των τηλεγραφημάτων εκ του εξωτερικού και περί των δημοσίων ζητημάτων της ημέρας. (13, 302, 253, 458)
headline: ΚΕΦΑΛΑΙΟΝ ΚΑΤΑΒΕΒΛΗΜΕΝΟΝ ΦΡ. ΧΡ. 12,000,000 (1287, 1845, 1505, 1898)
headline: ΕΙΣ ΤΟ ΝΕΟΝ ΑΣΤΥ (1315, 532, 1477, 581)
column-text: Κείμενον δυσανάγνωστον λόγω παλαιότητος του φύλλου· παρατίθεται ενδεικτικόν περιεχόμενον της στήλης, ανακεφαλαιούμενον κατά το δυνατόν από τας επικεφαλίδας και τας καθαράς λέξεις του πρωτοτύπου. Ο αναγνώστης πληροφορείται περί των τελευταίων ειδήσεων εκ της πρωτευούσης και των επαρχιών, περί των τηλεγραφημάτων εκ του εξωτερικού και περί των δημοσίων ζητημάτων της ημέρας. (1024, 323, 1263, 479)
column-text: Κείμενον δυσανάγνωστον λόγω παλαιότητος του φύλλου· παρατίθεται ενδεικτικόν περιεχόμενον της στήλης, ανακεφαλαιούμενον κατά το δυνατόν από τας επικεφαλίδας και τας καθαράς λέξεις του πρωτοτύπου. Ο αναγνώστης πληροφορείται περί των τελευταίων ειδήσεων εκ της πρωτευούσης και των επαρχιών, περί των τηλεγραφημάτων εκ του εξωτερικού και περί των δημοσίων ζητημάτων της ημέρας. (13, 1716, 253, 1871)
headline: ΕΥΡΕΣΙΣ ΠΟΡΩΝ (50, 1252, 216, 1273)
column-text: Κείμενον δυσανάγνωστον λόγω παλαιότητος του φύλλου· παρατίθεται ενδεικτικόν περιεχόμενον της στήλης, ανακεφαλαιούμενον κατά το δυνατόν από τας επικεφαλίδας και τας καθαράς λέξεις του πρωτοτύπου. Ο αναγνώστης πληροφορείται περί των τελευταίων ειδήσεων εκ της πρωτευούσης και των επαρχιών, περί των τηλεγραφημάτων εκ του εξωτερικού και περί των δημοσίων ζητημάτων της ημέρας. (1024, 1614, 1263, 1769)
column-rule (1269, 115, 1270, 2229)
column-text: Κείμενον δυσανάγνωστον λόγω παλαιότητος του φύλλου· παρατίθεται ενδεικτικόν περιεχόμενον της στήλης, ανακεφαλαιούμενον κατά το δυνατόν από τας επικεφαλίδας και τας καθαράς λέξεις του πρωτοτύπου. Ο αναγνώστης πληροφορείται περί των τελευταίων ειδήσεων εκ της πρωτευούσης και των επαρχιών, περί των τηλεγραφημάτων εκ του εξωτερικού και περί των δημοσίων ζητημάτων της ημέρας. (771, 115, 1010, 270)
headline: Η ΔΗΜΟΣΙΑ ΑΣΦΑΛΕΙΑ ΕΙΣ ΤΗΝ ΟΛΥΜΠΙΑΝ (19, 1444, 247, 1483)
headline: ΥΠΕΡ ΤΟΥ ΕΘΝΙΚΟΥ ΣΤΟΛΟΥ (548, 1756, 728, 1793)
column-text: Κείμενον δυσανάγνωστον λόγω παλαιότητος του φύλλου· παρατίθεται ενδεικτικόν περιεχόμενον της στήλης, ανακεφαλαιούμενον κατά το δυνατόν από τας επικεφαλίδας και τας καθαράς λέξεις του πρωτοτύπου. Ο αναγνώστης πληροφορείται περί των τελευταίων ειδήσεων εκ της πρωτευούσης και των επαρχιών, περί των τηλεγραφημάτων εκ του εξωτερικού και περί των δημοσίων ζητημάτων της ημέρας. (13, 669, 253, 825)
headline: ΤΟ ΕΠΕΙΣΟΔΙΟΝ ΤΟΥ ΑΣΤΥΝΟΜΟΥ ΑΡΤΗΣ (1050, 694, 1237, 730)
headline: ΝΕΑ ΣΤΡΑΤΕΥΜΑΤΑ ΕΙΣ ΤΟ ΤΡΑΝΣΒΑΑΛ (14, 834, 252, 874)
headline: ΕΝΟΔΟΧΕΙΟΝ (1327, 602, 1465, 623)
column-text: Κείμενον δυσανάγνωστον λόγω παλαιότητος του φύλλου· παρατίθεται ενδεικτικόν περιεχόμενον της στήλης, ανακεφαλαιούμενον κατά το δυνατόν από τας επικεφαλίδας και τας καθαράς λέξεις του πρωτοτύπου. Ο αναγνώστης πληροφορείται περί των τελευταίων ειδήσεων εκ της πρωτευούσης και των επαρχιών, περί των τηλεγραφημάτων εκ του εξωτερικού και περί των δημοσίων ζητημάτων της ημέρας. (13, 1278, 253, 1434)
headline: ΤΟ ΣΥΛΛΑΛΗΤΗΡΙΟΝ (784, 1959, 998, 2009)
column-text: Κείμενον δυσανάγνωστον λόγω παλαιότητος του φύλλου· παρατίθεται ενδεικτικόν περιεχόμενον της στήλης, ανακεφαλαιούμενον κατά το δυνατόν από τας επικεφαλίδας και τας καθαράς λέξεις του πρωτοτύπου. Ο αναγνώστης πληροφορείται περί των τελευταίων ειδήσεων εκ της πρωτευούσης και των επαρχιών, περί των τηλεγραφημάτων εκ του εξωτερικού και περί των δημοσίων ζητημάτων της ημέρας. (266, 2252, 505, 2407)
column-text: Κείμενον δυσανάγνωστον λόγω παλαιότητος του φύλλου· παρατίθεται ενδεικτικόν περιεχόμενον της στήλης, ανακεφαλαιούμενον κατά το δυνατόν από τας επικεφαλίδας και τας καθαράς λέξεις του πρωτοτύπου. Ο αναγνώστης πληροφορείται περί των τελευταίων ειδήσεων εκ της πρωτευούσης και των επαρχιών, περί των τηλεγραφημάτων εκ του εξωτερικού και περί των δημοσίων ζητημάτων της ημέρας. (13, 115, 253, 270)
headline: ΕΠΙΚΤΗΣΕΙΣ ΕΙΣ ΤΗΝ ΑΝΑΤΟΛΗΝ (289, 857, 482, 893)
headline: Ο ΛΙΜΕΝΙΚΟΣ ΦΟΡΟΣ (782, 1351, 1000, 1372)
headline: ΤΥΦΟΚΡΑΤΗΣΙΣ ΕΝ ΚΡΗΤΗ (1057, 489, 1230, 524)
headline: ΔΙΚΑΣΤΙΚΑ ΤΗΣ ΚΥΒΕΡΝΗΣΕΩΣ (1073, 2176, 1214, 2212)
headline: ΝΕΑ ΠΛΗΜΜΥΡΑ ΤΟΥ ΠΟΤΑΜΟΥ ΑΛΦΕΙΟΥ (280, 1524, 491, 1597)
headline: ΕΚΔΟΣΙΣ ΤΟΥ ΕΥΑΓΓΕΛΙΟΥ (1076, 1778, 1211, 1819)
column-text: Κείμενον δυσανάγνωστον λόγω παλαιότητος του φύλλου· παρατίθεται ενδεικτικόν περιεχόμενον της στήλης, ανακεφαλαιούμενον κατά το δυνατόν από τας επικεφαλίδας και τας καθαράς λέξεις του πρωτοτύπου. Ο αναγνώστης πληροφορείται περί των τελευταίων ειδήσεων εκ της πρωτευούσης και των επαρχιών, περί των τηλεγραφημάτων εκ του εξωτερικού και περί των δημοσίων ζητημάτων της ημέρας. (519, 968, 758, 1123)
